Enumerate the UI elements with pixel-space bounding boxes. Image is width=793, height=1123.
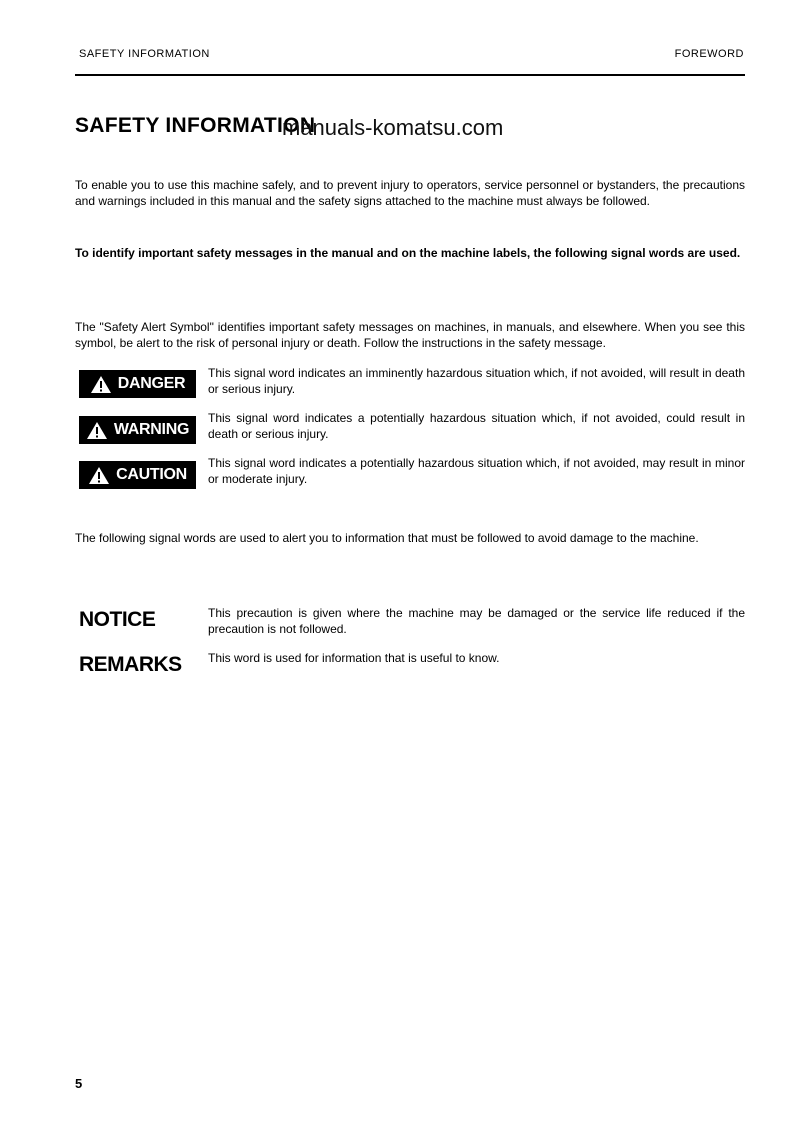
warning-triangle-icon (90, 375, 112, 394)
danger-label (79, 370, 196, 398)
running-header-left: SAFETY INFORMATION (79, 48, 210, 60)
warning-label-text: WARNING (113, 421, 190, 438)
danger-description: This signal word indicates an imminently hazardous situation which, if not avoided, will result in death or serious injury. (208, 366, 745, 396)
notice-description: This precaution is given where the machine may be damaged or the service life reduced if the precaution is not followed. (208, 606, 745, 636)
page-number: 5 (75, 1076, 83, 1091)
caution-description: This signal word indicates a potentially hazardous situation which, if not avoided, may result in minor or moderate injury. (208, 456, 745, 486)
header-rule (75, 74, 745, 76)
page-title: SAFETY INFORMATION (75, 114, 316, 137)
caution-label (79, 461, 196, 489)
warning-label (79, 416, 196, 444)
warning-description: This signal word indicates a potentially hazardous situation which, if not avoided, could result in death or serious injury. (208, 411, 745, 441)
warning-triangle-icon (88, 466, 110, 485)
remarks-label: REMARKS (79, 653, 182, 676)
alert-symbol-paragraph: The "Safety Alert Symbol" identifies important safety messages on machines, in manuals, and elsewhere. When you see this symbol, be alert to the risk of personal injury or death. Follow the instructions in the safety message. (75, 320, 745, 350)
warning-triangle-icon (86, 421, 108, 440)
watermark: manuals-komatsu.com (282, 115, 504, 140)
signal-intro-paragraph: To identify important safety messages in the manual and on the machine labels, the following signal words are used. (75, 246, 741, 260)
running-header-right: FOREWORD (674, 48, 744, 60)
caution-label-text: CAUTION (116, 466, 187, 483)
notice-label: NOTICE (79, 608, 156, 631)
remarks-description: This word is used for information that is useful to know. (208, 651, 500, 665)
danger-label-text: DANGER (117, 375, 186, 392)
intro-paragraph: To enable you to use this machine safely, and to prevent injury to operators, service personnel or bystanders, the precautions and warnings included in this manual and the safety signs attached to the machine must always be followed. (75, 178, 745, 208)
damage-intro-paragraph: The following signal words are used to alert you to information that must be followed to avoid damage to the machine. (75, 531, 699, 545)
